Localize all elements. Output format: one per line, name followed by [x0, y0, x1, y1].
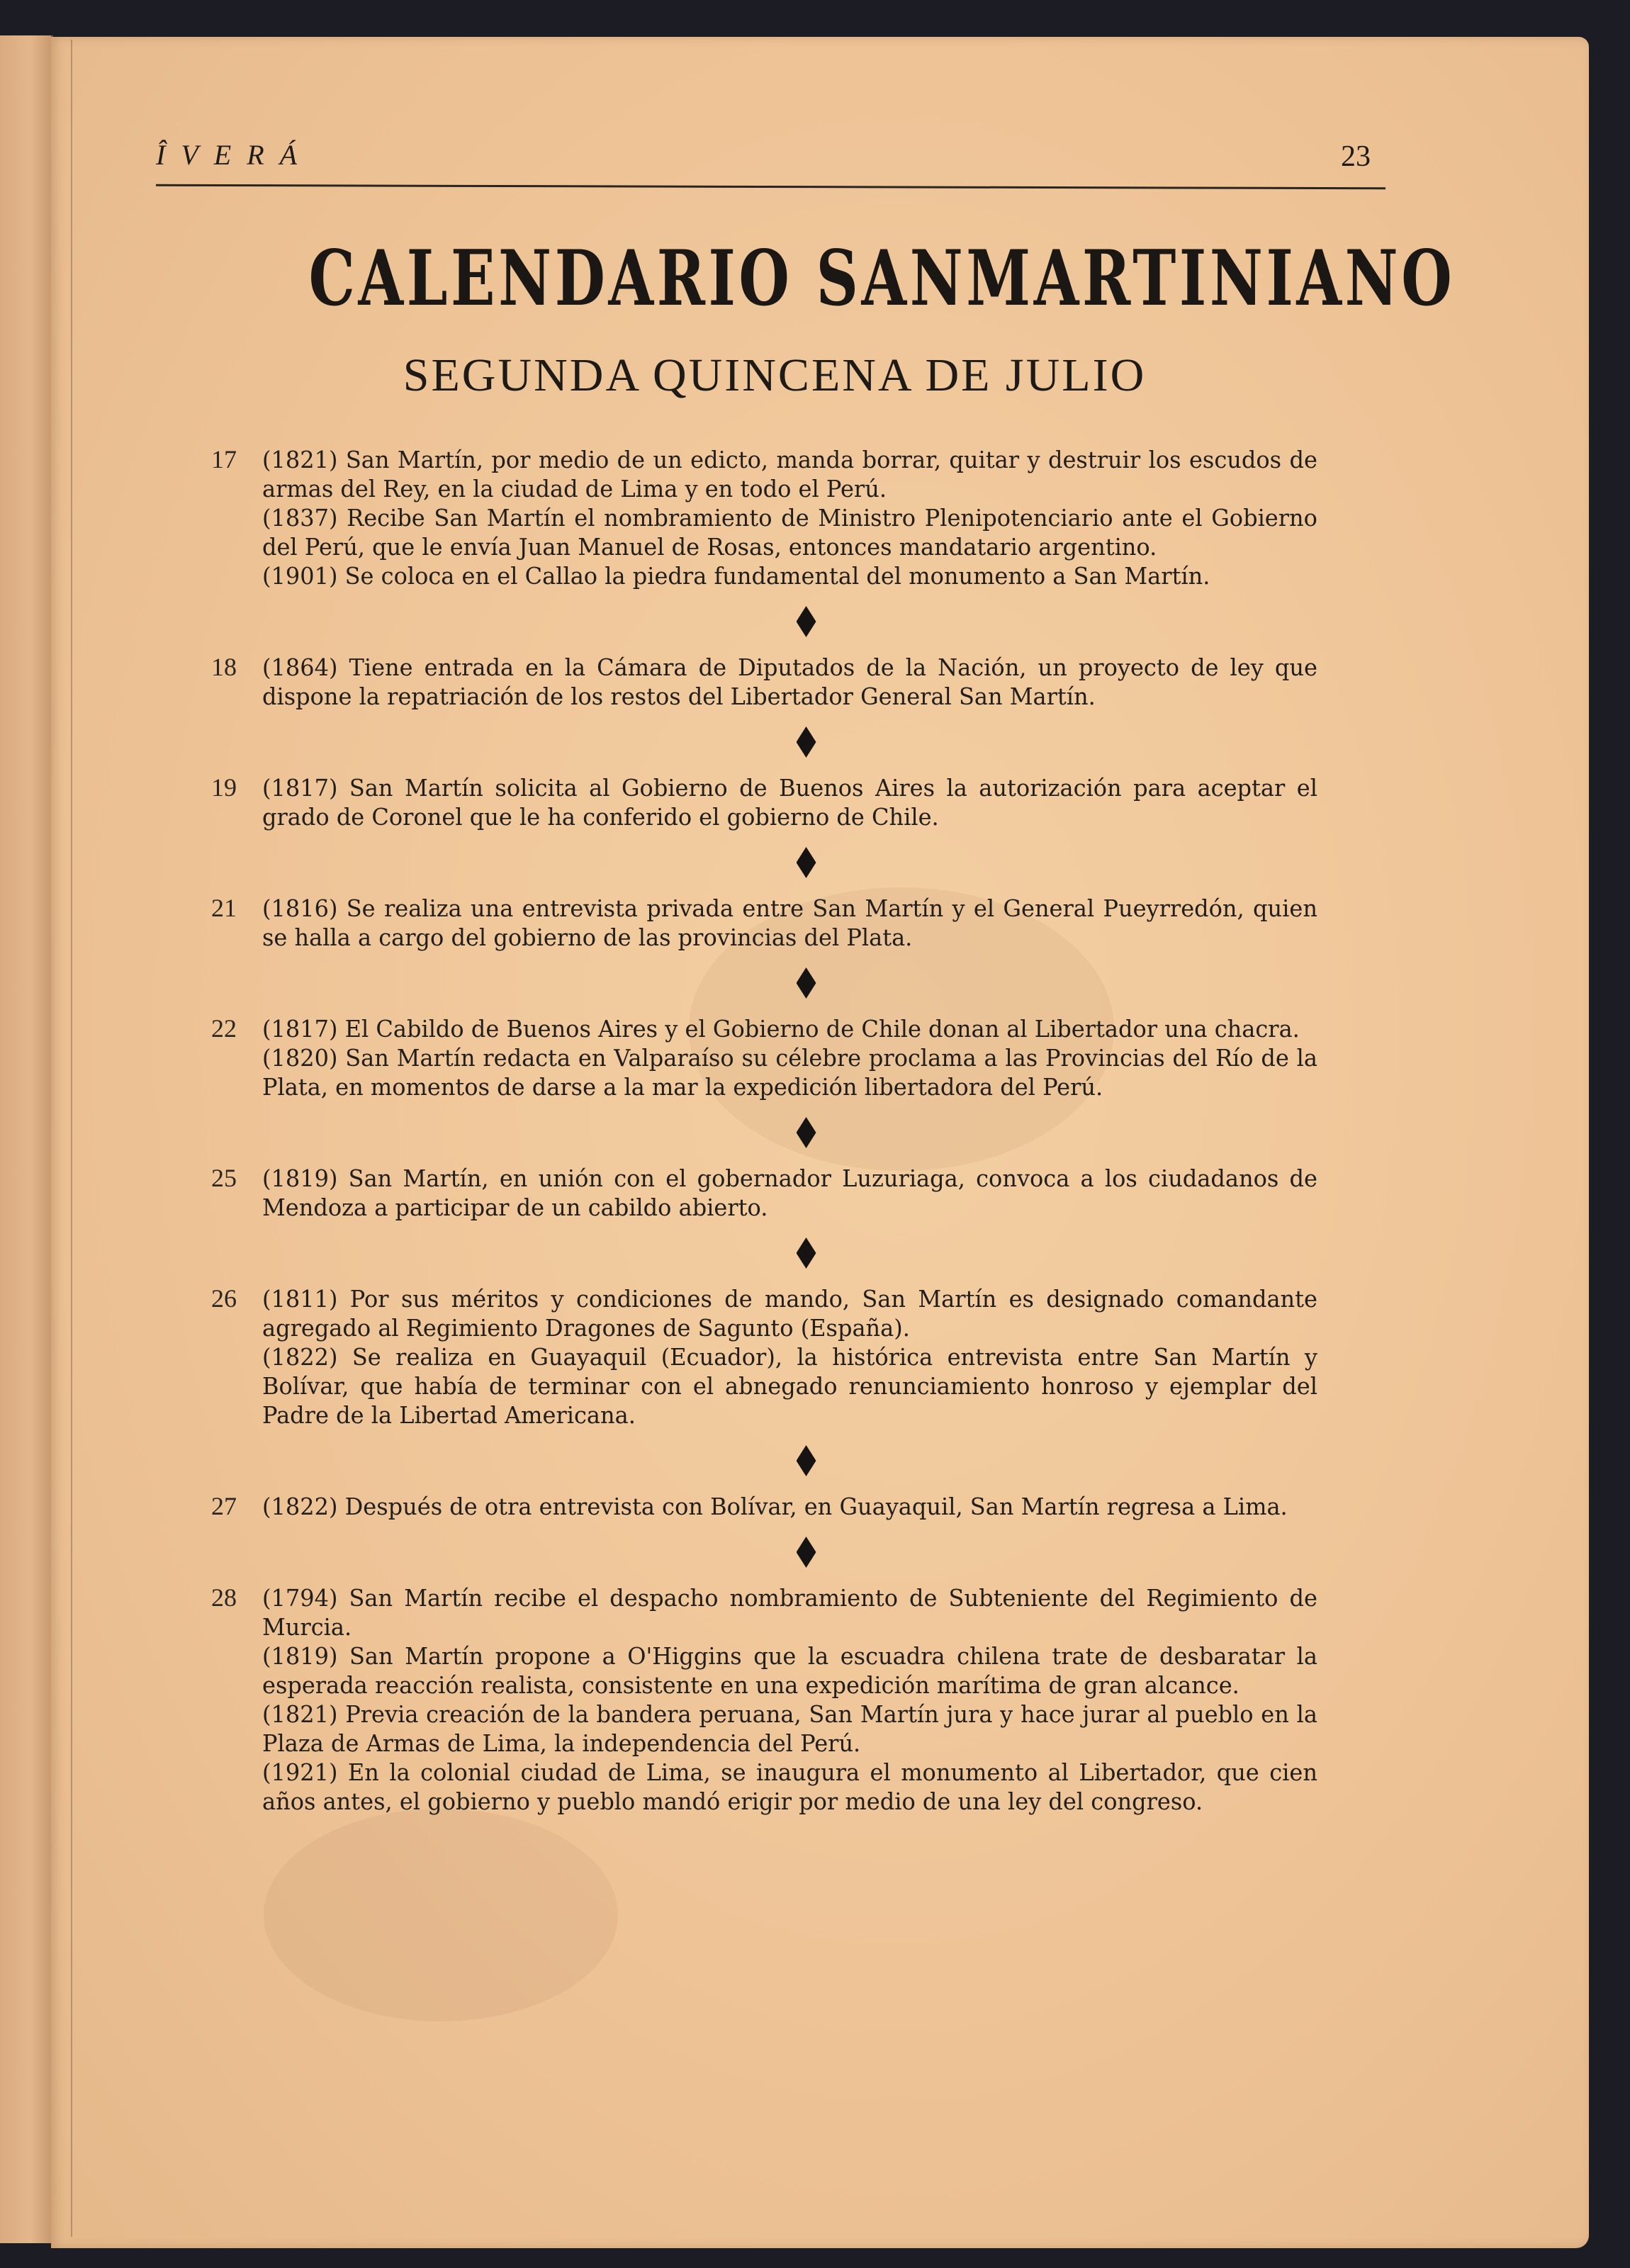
entry-event: (1794) San Martín recibe el despacho nombramiento de Subteniente del Regimiento de Murcia.	[262, 1584, 1317, 1641]
entry-event: (1921) En la colonial ciudad de Lima, se inaugura el monumento al Libertador, que cien años antes, el gobierno y pueblo mandó erigir por medio de una ley del congreso.	[262, 1758, 1317, 1815]
entry-event: (1811) Por sus méritos y condiciones de mando, San Martín es designado comandante agregado al Regimiento Dragones de Sagunto (España).	[262, 1285, 1317, 1342]
entry-separator	[206, 711, 1350, 773]
entry-event: (1819) San Martín propone a O'Higgins que la escuadra chilena trate de desbaratar la esperada reacción realista, consistente en una expedición marítima de gran alcance.	[262, 1642, 1317, 1699]
page-number: 23	[1341, 140, 1371, 173]
diamond-ornament-icon	[797, 967, 816, 999]
entry-event: (1821) San Martín, por medio de un edicto, manda borrar, quitar y destruir los escudos de armas del Rey, en la ciudad de Lima y en todo el Perú.	[262, 446, 1317, 503]
running-head	[156, 138, 1375, 181]
diamond-ornament-icon	[797, 1117, 816, 1148]
calendar-entry	[206, 1284, 1350, 1430]
entry-separator	[206, 1521, 1350, 1583]
diamond-ornament-icon	[797, 606, 816, 637]
entry-separator	[206, 952, 1350, 1014]
entry-day: 28	[211, 1583, 237, 1612]
diamond-ornament-icon	[797, 847, 816, 878]
diamond-ornament-icon	[797, 1445, 816, 1476]
calendar-entry	[206, 773, 1350, 831]
entry-event: (1901) Se coloca en el Callao la piedra fundamental del monumento a San Martín.	[262, 562, 1210, 590]
entry-event: (1822) Se realiza en Guayaquil (Ecuador), la histórica entrevista entre San Martín y Bolívar, que había de terminar con el abnegado renunciamiento honroso y ejemplar del Padre de la Libertad Americana.	[262, 1343, 1317, 1429]
entry-day: 27	[211, 1492, 237, 1520]
calendar-entry	[206, 1014, 1350, 1101]
entry-event: (1817) El Cabildo de Buenos Aires y el Gobierno de Chile donan al Libertador una chacra.	[262, 1015, 1300, 1043]
entry-separator	[206, 831, 1350, 894]
entry-separator	[206, 1101, 1350, 1164]
calendar-entry	[206, 1492, 1350, 1521]
previous-page-edge	[0, 35, 53, 2243]
diamond-ornament-icon	[797, 1237, 816, 1269]
calendar-entry	[206, 445, 1350, 590]
entry-event: (1816) Se realiza una entrevista privada entre San Martín y el General Pueyrredón, quien se halla a cargo del gobierno de las provincias del Plata.	[262, 894, 1317, 951]
calendar-entries	[206, 445, 1350, 1816]
page-gutter-line	[71, 40, 72, 2237]
entry-event: (1864) Tiene entrada en la Cámara de Diputados de la Nación, un proyecto de ley que dispone la repatriación de los restos del Libertador General San Martín.	[262, 653, 1317, 710]
calendar-entry	[206, 653, 1350, 711]
entry-day: 21	[211, 894, 237, 922]
entry-event: (1820) San Martín redacta en Valparaíso su célebre proclama a las Provincias del Río de la Plata, en momentos de darse a la mar la expedición libertadora del Perú.	[262, 1044, 1317, 1101]
entry-day: 25	[211, 1164, 237, 1192]
entry-event: (1819) San Martín, en unión con el gobernador Luzuriaga, convoca a los ciudadanos de Mendoza a participar de un cabildo abierto.	[262, 1164, 1317, 1221]
entry-event: (1821) Previa creación de la bandera peruana, San Martín jura y hace jurar al pueblo en la Plaza de Armas de Lima, la independencia del Perú.	[262, 1700, 1317, 1757]
entry-day: 22	[211, 1014, 237, 1043]
entry-separator	[206, 1430, 1350, 1492]
calendar-entry	[206, 1583, 1350, 1816]
entry-day: 18	[211, 653, 237, 681]
entry-separator	[206, 590, 1350, 653]
entry-day: 19	[211, 773, 237, 802]
entry-event: (1837) Recibe San Martín el nombramiento de Ministro Plenipotenciario ante el Gobierno del Perú, que le envía Juan Manuel de Rosas, entonces mandatario argentino.	[262, 504, 1317, 561]
calendar-entry	[206, 894, 1350, 952]
entry-event: (1822) Después de otra entrevista con Bolívar, en Guayaquil, San Martín regresa a Lima.	[262, 1493, 1288, 1520]
entry-separator	[206, 1222, 1350, 1284]
journal-name: ÎVERÁ	[156, 139, 313, 171]
calendar-entry	[206, 1164, 1350, 1222]
diamond-ornament-icon	[797, 1537, 816, 1568]
paper-stain	[264, 1809, 618, 2021]
entry-day: 26	[211, 1284, 237, 1313]
entry-event: (1817) San Martín solicita al Gobierno de Buenos Aires la autorización para aceptar el grado de Coronel que le ha conferido el gobierno de Chile.	[262, 774, 1317, 831]
page-subtitle: SEGUNDA QUINCENA DE JULIO	[403, 349, 1147, 401]
entry-day: 17	[211, 445, 237, 473]
page-title: CALENDARIO SANMARTINIANO	[308, 234, 1456, 323]
diamond-ornament-icon	[797, 726, 816, 758]
